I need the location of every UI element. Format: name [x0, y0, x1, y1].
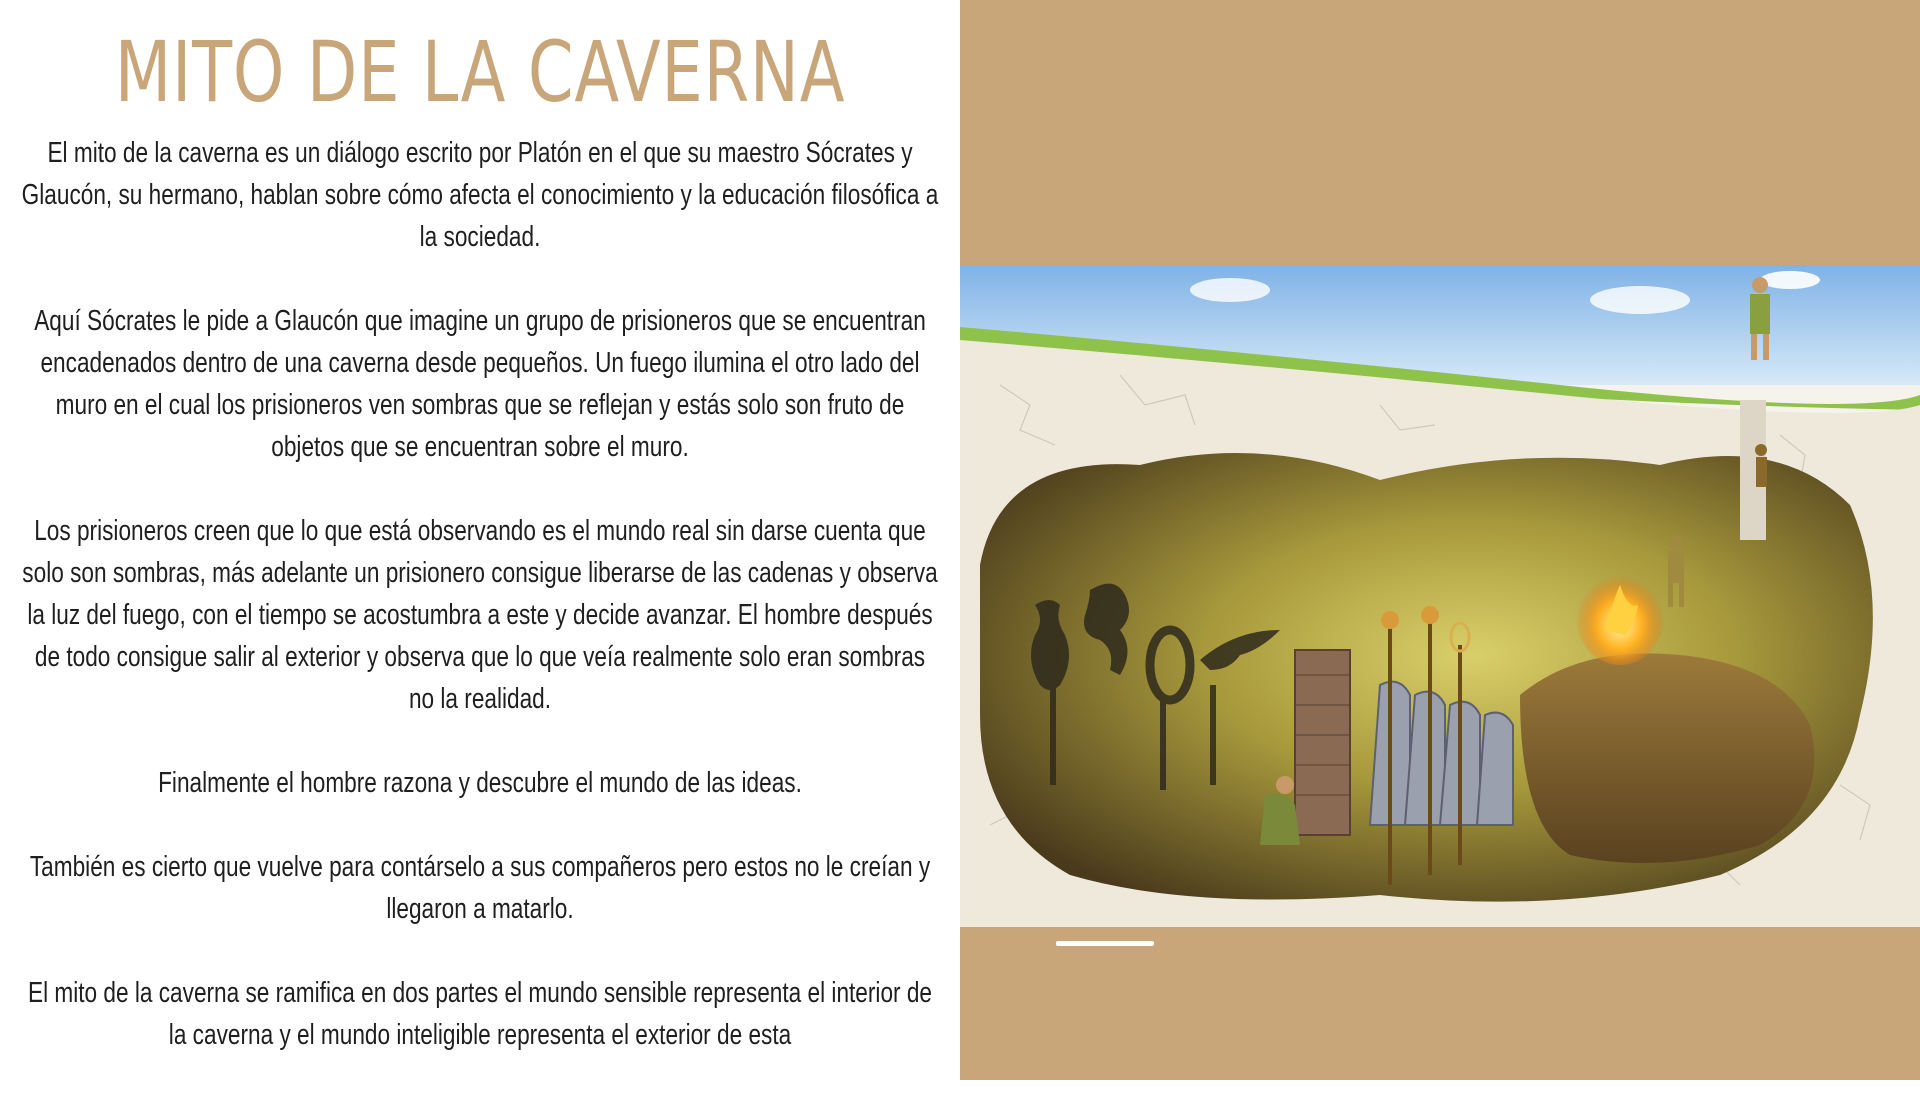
paragraph-intro: El mito de la caverna es un diálogo escrito por Platón en el que su maestro Sócrates y Glaucón, su hermano, hablan sobre cómo afecta el conocimiento y la educación filosófica a la sociedad.: [21, 137, 939, 253]
cave-illustration-art: [960, 265, 1920, 927]
image-panel: [960, 0, 1920, 1080]
body-text: [20, 132, 940, 1098]
paragraph-shadows: Los prisioneros creen que lo que está observando es el mundo real sin darse cuenta que solo son sombras, más adelante un prisionero consigue liberarse de las cadenas y observa la luz del fuego, con el tiempo se acostumbra a este y decide avanzar. El hombre después de todo consigue salir al exterior y observa que lo que veía realmente solo eran sombras no la realidad.: [22, 515, 938, 715]
slide-indicator[interactable]: [1056, 941, 1154, 946]
page-title: MITO DE LA CAVERNA: [114, 23, 846, 121]
cave-illustration: [960, 265, 1920, 927]
paragraph-worlds: El mito de la caverna se ramifica en dos partes el mundo sensible representa el interior de la caverna y el mundo inteligible representa el exterior de esta: [27, 977, 933, 1051]
paragraph-prisoners: Aquí Sócrates le pide a Glaucón que imagine un grupo de prisioneros que se encuentran encadenados dentro de una caverna desde pequeños. Un fuego ilumina el otro lado del muro en el cual los prisioneros ven sombras que se reflejan y estás solo son fruto de objetos que se encuentran sobre el muro.: [34, 305, 926, 463]
paragraph-return: También es cierto que vuelve para contárselo a sus compañeros pero estos no le creían y llegaron a matarlo.: [29, 851, 931, 925]
paragraph-ideas: Finalmente el hombre razona y descubre el mundo de las ideas.: [158, 767, 802, 799]
text-panel: [0, 0, 960, 1080]
